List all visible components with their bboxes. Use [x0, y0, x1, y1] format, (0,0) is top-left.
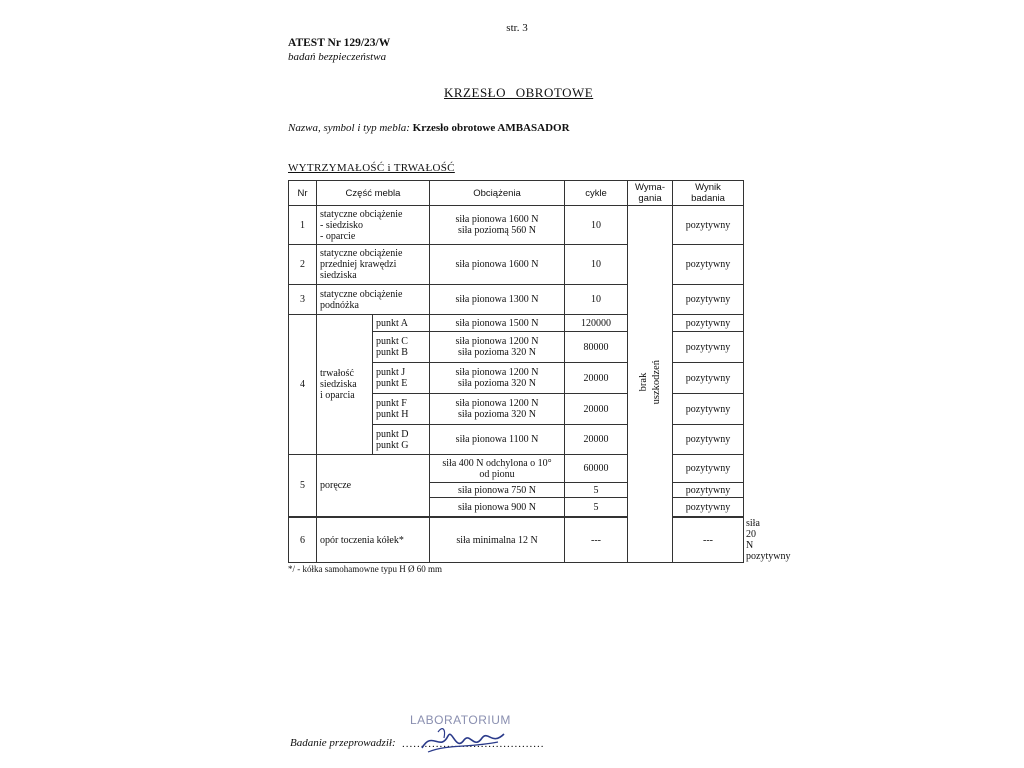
row-result: pozytywny [673, 363, 744, 394]
row-cycles: --- [565, 518, 628, 563]
row-part: statyczne obciążenie - siedzisko - oparcie [317, 206, 430, 245]
page-number: str. 3 [506, 22, 528, 34]
row-nr: 2 [289, 245, 317, 285]
row-result: pozytywny [673, 483, 744, 498]
row-cycles: 60000 [565, 455, 628, 483]
row-cycles: 5 [565, 483, 628, 498]
table-row [289, 285, 744, 315]
row-load: siła pionowa 1600 N [430, 245, 565, 285]
header-cycles: cykle [565, 181, 628, 206]
row-point: punkt C punkt B [373, 332, 430, 363]
requirements-merged-cell [628, 206, 673, 563]
row-point: punkt A [373, 315, 430, 332]
product-name-line [288, 122, 570, 134]
row-cycles: 80000 [565, 332, 628, 363]
row-result: pozytywny [673, 315, 744, 332]
row-result: pozytywny [673, 394, 744, 425]
row-cycles: 5 [565, 498, 628, 517]
row-load: siła pionowa 1300 N [430, 285, 565, 315]
row-cycles: 10 [565, 206, 628, 245]
row-load: siła pionowa 900 N [430, 498, 565, 517]
row-load: siła pionowa 1500 N [430, 315, 565, 332]
table-header-row [289, 181, 744, 206]
product-name-value: Krzesło obrotowe AMBASADOR [412, 122, 570, 134]
table-row [289, 315, 744, 332]
row-part: opór toczenia kółek* [317, 518, 430, 563]
row-part: statyczne obciążenie przedniej krawędzi siedziska [317, 245, 430, 285]
row-nr: 1 [289, 206, 317, 245]
row-nr: 6 [289, 518, 317, 563]
table-row [289, 455, 744, 483]
row-load: siła pionowa 1100 N [430, 425, 565, 455]
footnote: */ - kółka samohamowne typu H Ø 60 mm [288, 564, 442, 574]
row-load: siła pionowa 1200 N siła pozioma 320 N [430, 332, 565, 363]
handwritten-signature [418, 722, 508, 758]
row-result: pozytywny [673, 455, 744, 483]
row-cycles: 10 [565, 245, 628, 285]
certificate-subtitle: badań bezpieczeństwa [288, 51, 387, 63]
signature-dots: ...................................... [402, 738, 545, 750]
row-part: statyczne obciążenie podnóżka [317, 285, 430, 315]
row-load: siła 400 N odchylona o 10° od pionu [430, 455, 565, 483]
row-cycles: 10 [565, 285, 628, 315]
row-cycles: 120000 [565, 315, 628, 332]
row-point: punkt D punkt G [373, 425, 430, 455]
document-title: KRZESŁO OBROTOWE [444, 85, 594, 100]
row-load: siła minimalna 12 N [430, 518, 565, 563]
header-nr: Nr [289, 181, 317, 206]
row-nr: 4 [289, 315, 317, 455]
row-nr: 3 [289, 285, 317, 315]
row-point: punkt F punkt H [373, 394, 430, 425]
header-part: Część mebla [317, 181, 430, 206]
row-result: pozytywny [673, 425, 744, 455]
header-requirements: Wyma- gania [628, 181, 673, 206]
row-result: pozytywny [673, 498, 744, 517]
row-part: trwałość siedziska i oparcia [317, 315, 373, 455]
test-results-table [288, 180, 791, 563]
signed-by-label: Badanie przeprowadził: [290, 737, 396, 749]
section-title: WYTRZYMAŁOŚĆ i TRWAŁOŚĆ [288, 162, 455, 174]
row-cycles: 20000 [565, 394, 628, 425]
laboratory-stamp: LABORATORIUM [410, 713, 511, 727]
requirements-text: brak uszkodzeń [638, 360, 663, 405]
table-row [289, 245, 744, 285]
row-cycles: 20000 [565, 425, 628, 455]
row-point: punkt J punkt E [373, 363, 430, 394]
certificate-number: ATEST Nr 129/23/W [288, 37, 391, 49]
row-requirements: --- [673, 518, 744, 563]
row-result: pozytywny [673, 206, 744, 245]
row-load: siła pionowa 1600 N siła poziomą 560 N [430, 206, 565, 245]
row-part: poręcze [317, 455, 430, 517]
row-nr: 5 [289, 455, 317, 517]
row-load: siła pionowa 1200 N siła pozioma 320 N [430, 394, 565, 425]
row-result: pozytywny [673, 245, 744, 285]
header-result: Wynik badania [673, 181, 744, 206]
product-name-label: Nazwa, symbol i typ mebla: [288, 122, 410, 134]
row-load: siła pionowa 750 N [430, 483, 565, 498]
row-cycles: 20000 [565, 363, 628, 394]
row-load: siła pionowa 1200 N siła pozioma 320 N [430, 363, 565, 394]
header-loads: Obciążenia [430, 181, 565, 206]
row-result: pozytywny [673, 285, 744, 315]
row-result: pozytywny [673, 332, 744, 363]
table-row: 6 opór toczenia kółek* siła minimalna 12 N --- --- siła 20 N pozytywny [289, 518, 744, 563]
table-row [289, 206, 744, 245]
